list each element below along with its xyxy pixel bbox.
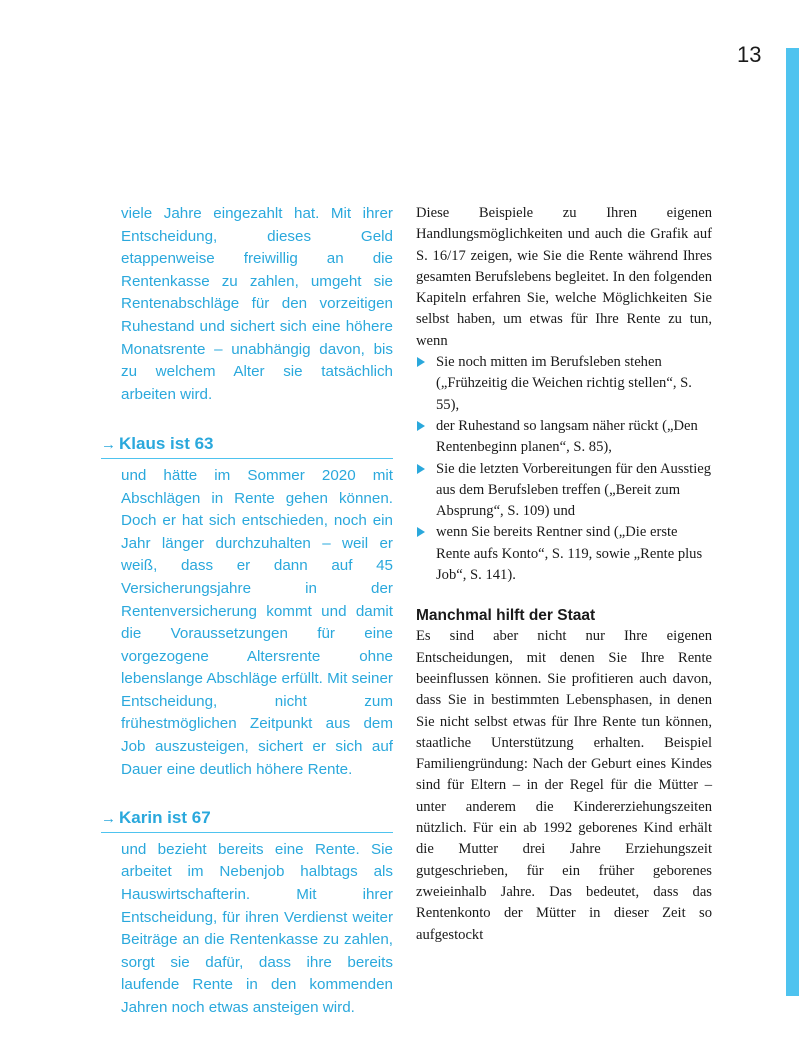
right-column [416,203,712,946]
left-column [101,203,393,1020]
intro-paragraph: Diese Beispiele zu Ihren eigenen Handlungsmöglichkeiten und auch die Grafik auf S. 16/17 zeigen, wie Sie die Rente während Ihres gesamten Berufslebens begleitet. In den folgenden Kapiteln erfahren Sie, welche Möglichkeiten Sie selbst haben, um etwas für Ihre Rente zu tun, wenn [416,205,712,349]
case-body: und hätte im Sommer 2020 mit Abschlägen in Rente gehen können. Doch er hat sich entschieden, noch ein Jahr länger durchzuhalten – weil er weiß, dass er dann auf 45 Versicherungsjahre in der Rentenversicherung kommt und damit die Voraussetzungen für eine vorgezogene Altersrente ohne lebenslange Abschläge erfüllt. Mit seiner Entscheidung, nicht zum frühestmöglichen Zeitpunkt aus dem Job auszusteigen, sichert er sich auf Dauer eine deutlich höhere Rente. [121,466,393,778]
bullet-list [416,352,712,586]
case-body: und bezieht bereits eine Rente. Sie arbeitet im Nebenjob halbtags als Hauswirtschafterin. Mit ihrer Entscheidung, für ihren Verdienst weiter Beiträge an die Rentenkasse zu zahlen, sorgt sie dafür, dass ihre bereits laufende Rente in den kommenden Jahren noch etwas ansteigen wird. [121,840,393,1016]
case-title: Klaus ist 63 [119,434,214,454]
triangle-bullet-icon [417,421,425,431]
arrow-right-icon: → [101,436,116,454]
page-number: 13 [737,42,762,67]
chapter-tab-bar [786,48,799,996]
list-item [416,459,712,523]
body-paragraph: Es sind aber nicht nur Ihre eigenen Entscheidungen, mit denen Sie Ihre Rente beeinflussen können. Sie profitieren auch davon, dass Sie in bestimmten Lebensphasen, in denen Sie nicht selbst etwas für Ihre Rente tun können, staatliche Unterstützung erhalten. Beispiel Familiengründung: Nach der Geburt eines Kindes sind für Eltern – in der Regel für die Mütter – unter anderem die Kindererziehungszeiten nützlich. Für ein ab 1992 geborenes Kind erhält die Mutter drei Jahre Erziehungszeit gutgeschrieben, für ein früher geborenes zweieinhalb Jahre. Das bedeutet, dass das Rentenkonto der Mütter in dieser Zeit so aufgestockt [416,628,712,943]
case-heading-klaus [101,433,393,459]
triangle-bullet-icon [417,527,425,537]
list-item [416,352,712,416]
list-item-text: der Ruhestand so langsam näher rückt („Den Rentenbeginn planen“, S. 85), [436,417,698,456]
list-item-text: Sie die letzten Vorbereitungen für den Ausstieg aus dem Berufsleben treffen („Bereit zum Absprung“, S. 109) und [436,460,712,520]
list-item [416,416,712,459]
section-subheading: Manchmal hilft der Staat [416,607,596,625]
triangle-bullet-icon [417,357,425,367]
intro-text: viele Jahre eingezahlt hat. Mit ihrer Entscheidung, dieses Geld etappenweise freiwillig an die Rentenkasse zu zahlen, umgeht sie Rentenabschläge für den vorzeitigen Ruhestand und sichert sich eine höhere Monatsrente – unabhängig davon, bis zu welchem Alter sie tatsächlich arbeiten wird. [121,205,393,403]
list-item-text: wenn Sie bereits Rentner sind („Die erste Rente aufs Konto“, S. 119, sowie „Rente plus Job“, S. 141). [436,524,703,584]
arrow-right-icon: → [101,810,116,828]
case-heading-karin [101,807,393,833]
triangle-bullet-icon [417,464,425,474]
list-item-text: Sie noch mitten im Berufsleben stehen („Frühzeitig die Weichen richtig stellen“, S. 55), [436,354,692,413]
list-item [416,522,712,586]
case-title: Karin ist 67 [119,808,211,828]
